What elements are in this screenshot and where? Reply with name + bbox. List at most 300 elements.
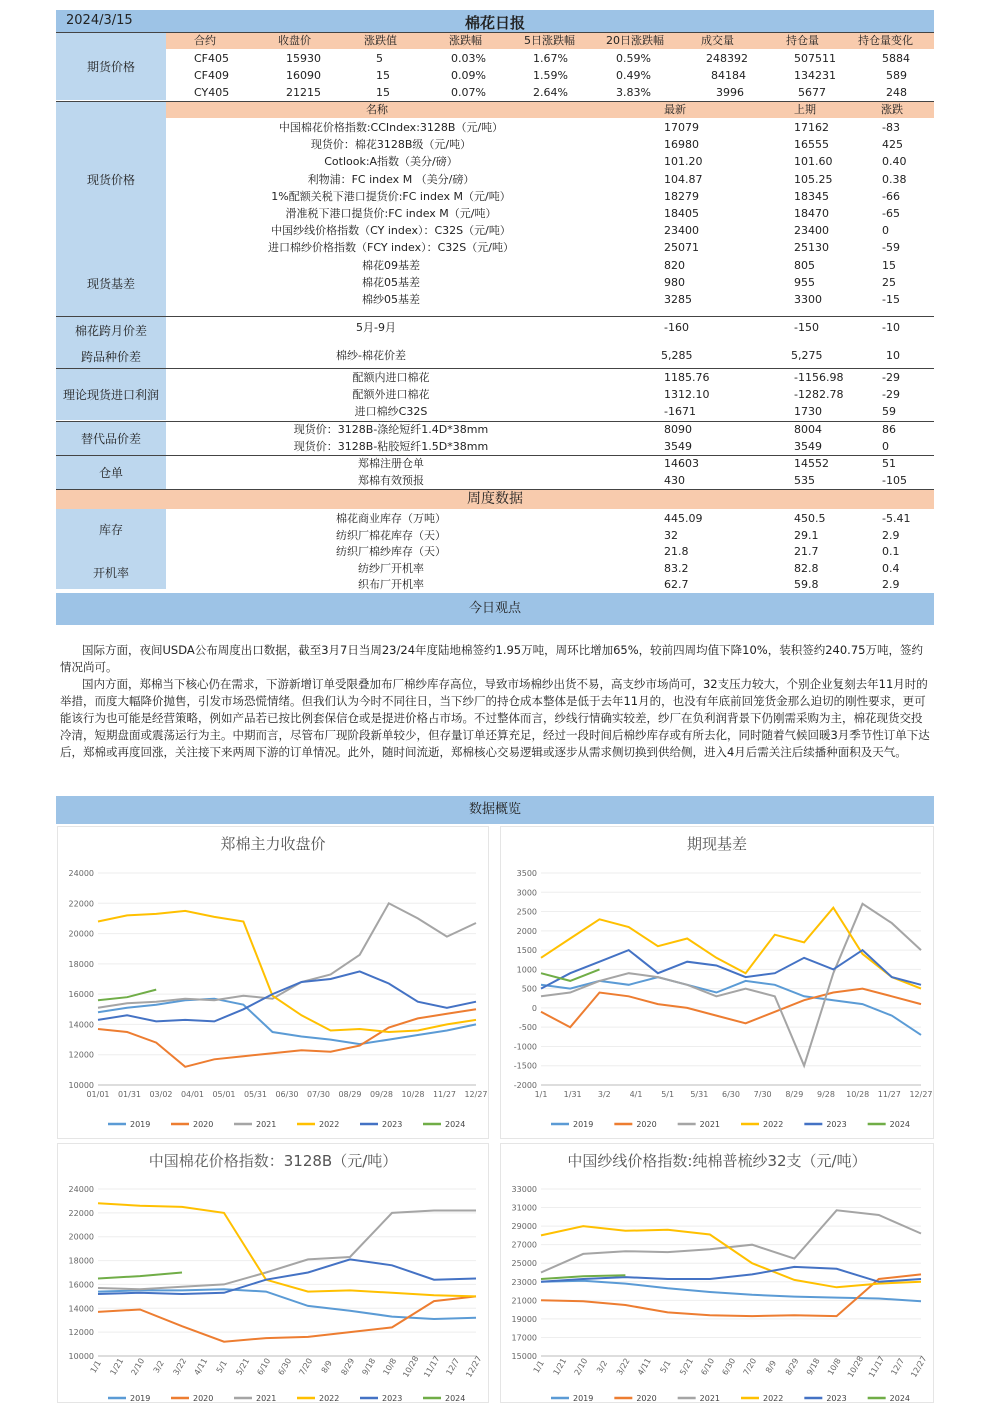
chart-svg bbox=[501, 1144, 933, 1402]
x-tick-label: 8/29 bbox=[339, 1356, 357, 1377]
x-tick-label: 2/10 bbox=[572, 1356, 590, 1377]
y-tick-label: 12000 bbox=[68, 1328, 94, 1338]
futures-col: 涨跌幅 bbox=[449, 34, 482, 47]
x-tick-label: 10/8 bbox=[381, 1356, 399, 1377]
spread-row bbox=[166, 347, 934, 364]
x-tick-label: 7/30 bbox=[753, 1090, 772, 1099]
section-divider bbox=[56, 421, 934, 422]
x-tick-label: 04/01 bbox=[180, 1090, 205, 1099]
futures-col: 涨跌值 bbox=[364, 34, 397, 47]
legend-label: 2019 bbox=[573, 1394, 594, 1402]
legend-label: 2021 bbox=[256, 1120, 277, 1129]
cell: -105 bbox=[882, 474, 907, 487]
stock-label: 库存 bbox=[98, 523, 123, 537]
col-name: 名称 bbox=[366, 103, 388, 116]
chart-title: 中国棉花价格指数：3128B（元/吨） bbox=[148, 1152, 398, 1170]
cell: 18405 bbox=[664, 207, 699, 220]
cell: 59.8 bbox=[794, 578, 819, 591]
legend-label: 2020 bbox=[636, 1120, 657, 1129]
cell: 32 bbox=[664, 528, 678, 542]
y-tick-label: 10000 bbox=[68, 1352, 94, 1361]
cell: 820 bbox=[664, 258, 685, 272]
x-tick-label: 01/31 bbox=[117, 1090, 142, 1099]
x-tick-label: 6/30 bbox=[276, 1356, 294, 1377]
spot-row bbox=[166, 291, 934, 308]
cell: 25130 bbox=[794, 241, 829, 255]
cell: 86 bbox=[882, 423, 896, 436]
legend-label: 2024 bbox=[445, 1120, 466, 1129]
section-divider bbox=[56, 316, 934, 317]
x-tick-label: 9/28 bbox=[817, 1090, 835, 1099]
y-tick-label: 17000 bbox=[511, 1333, 537, 1343]
y-tick-label: 18000 bbox=[68, 959, 94, 969]
cell: 15 bbox=[376, 86, 390, 99]
y-tick-label: -1000 bbox=[513, 1042, 537, 1052]
cell: 507511 bbox=[794, 52, 836, 65]
series-line-2021 bbox=[98, 1211, 476, 1290]
x-tick-label: 05/31 bbox=[243, 1090, 268, 1099]
series-line-2024 bbox=[541, 969, 600, 981]
weekly-label-cell bbox=[56, 509, 166, 589]
spot-row bbox=[166, 274, 934, 291]
cell: 3285 bbox=[664, 293, 692, 306]
y-tick-label: -2000 bbox=[513, 1081, 537, 1090]
cell: 805 bbox=[794, 258, 815, 272]
legend-label: 2024 bbox=[889, 1394, 911, 1402]
x-tick-label: 12/27 bbox=[909, 1090, 933, 1099]
import-label-cell bbox=[56, 368, 166, 420]
y-tick-label: 29000 bbox=[511, 1222, 537, 1232]
series-line-2019 bbox=[541, 977, 921, 1035]
legend-label: 2023 bbox=[826, 1120, 847, 1129]
cell: -1282.78 bbox=[794, 388, 844, 401]
cell: 2.9 bbox=[882, 578, 900, 591]
y-tick-label: 22000 bbox=[68, 899, 94, 909]
cell: 23400 bbox=[794, 224, 829, 238]
series-line-2021 bbox=[541, 904, 921, 1066]
weekly-row bbox=[166, 510, 934, 527]
spot-price-label: 现货价格 bbox=[86, 173, 135, 187]
futures-row bbox=[166, 67, 934, 84]
cell: -66 bbox=[882, 189, 900, 203]
x-tick-label: 9/18 bbox=[360, 1356, 378, 1377]
cell: -15 bbox=[882, 293, 900, 306]
y-tick-label: 24000 bbox=[68, 1185, 94, 1194]
warehouse-label: 仓单 bbox=[98, 466, 123, 480]
x-tick-label: 2/10 bbox=[129, 1356, 147, 1377]
y-tick-label: 24000 bbox=[68, 869, 94, 878]
spot-row bbox=[166, 136, 934, 153]
weekly-row bbox=[166, 527, 934, 544]
cell: -29 bbox=[882, 388, 900, 401]
cell: 21.8 bbox=[664, 545, 689, 558]
futures-row bbox=[166, 50, 934, 67]
x-tick-label: 1/21 bbox=[551, 1356, 569, 1377]
y-tick-label: 12000 bbox=[68, 1050, 94, 1060]
cell: 450.5 bbox=[794, 512, 826, 525]
cell-name: 滑准税下港口提货价:FC index M（元/吨） bbox=[285, 207, 497, 220]
y-tick-label: 18000 bbox=[68, 1256, 94, 1266]
cell: -10 bbox=[882, 321, 900, 334]
col-change: 涨跌 bbox=[881, 103, 903, 116]
cell: 0.1 bbox=[882, 545, 900, 558]
overview-title: 数据概览 bbox=[56, 796, 934, 824]
section-divider bbox=[56, 455, 934, 456]
cell-name: 棉花05基差 bbox=[362, 275, 420, 289]
futures-label-cell bbox=[56, 32, 166, 100]
y-tick-label: -1500 bbox=[513, 1061, 537, 1071]
cell: 14603 bbox=[664, 457, 699, 470]
cell: 0 bbox=[882, 440, 889, 453]
x-tick-label: 12/7 bbox=[444, 1356, 462, 1377]
spot-row bbox=[166, 188, 934, 205]
cell: 83.2 bbox=[664, 561, 689, 575]
y-tick-label: 2000 bbox=[516, 926, 537, 936]
x-tick-label: 05/01 bbox=[212, 1090, 236, 1099]
cell: 1312.10 bbox=[664, 388, 710, 401]
chart-svg bbox=[58, 1144, 488, 1402]
cell-name: 利物浦：FC index M （美分/磅） bbox=[307, 172, 475, 186]
substitute-label-cell bbox=[56, 421, 166, 455]
x-tick-label: 5/21 bbox=[678, 1356, 696, 1377]
cell: -65 bbox=[882, 207, 900, 220]
x-tick-label: 6/30 bbox=[722, 1090, 740, 1099]
cell: 1.67% bbox=[533, 52, 568, 65]
cell: 棉纱-棉花价差 bbox=[336, 349, 406, 362]
cell-name: 配额内进口棉花 bbox=[352, 371, 430, 384]
x-tick-label: 06/30 bbox=[275, 1090, 299, 1099]
legend-label: 2022 bbox=[319, 1394, 340, 1402]
cell: 14552 bbox=[794, 457, 829, 470]
y-tick-label: 3500 bbox=[516, 869, 537, 878]
cell-name: 进口棉纱价格指数（FCY index）：C32S（元/吨） bbox=[268, 241, 514, 255]
cell-name: 郑棉有效预报 bbox=[358, 474, 424, 487]
y-tick-label: 22000 bbox=[68, 1208, 94, 1218]
cell: 0.03% bbox=[451, 52, 486, 65]
cell: 25071 bbox=[664, 241, 699, 255]
cell: 59 bbox=[882, 405, 896, 418]
x-tick-label: 3/22 bbox=[171, 1356, 189, 1377]
cell: -59 bbox=[882, 241, 900, 255]
x-tick-label: 7/20 bbox=[297, 1356, 315, 1377]
chart-basis bbox=[500, 826, 934, 1139]
import-label: 理论现货进口利润 bbox=[62, 388, 159, 402]
chart-svg bbox=[501, 827, 933, 1138]
chart-title: 中国纱线价格指数:纯棉普梳纱32支（元/吨） bbox=[567, 1152, 867, 1170]
y-tick-label: 14000 bbox=[68, 1020, 94, 1030]
y-tick-label: 1500 bbox=[516, 946, 537, 956]
cell: 430 bbox=[664, 474, 685, 487]
col-prev: 上期 bbox=[794, 103, 816, 116]
spread-row bbox=[166, 319, 934, 336]
weekly-row bbox=[166, 560, 934, 577]
cell: 425 bbox=[882, 138, 903, 152]
y-tick-label: 21000 bbox=[511, 1296, 537, 1306]
y-tick-label: 1000 bbox=[516, 965, 537, 975]
import-row bbox=[166, 386, 934, 403]
x-tick-label: 1/31 bbox=[563, 1090, 582, 1099]
futures-header-row bbox=[166, 32, 934, 49]
y-tick-label: 33000 bbox=[511, 1185, 537, 1194]
legend-label: 2020 bbox=[193, 1394, 214, 1402]
x-tick-label: 01/01 bbox=[86, 1090, 110, 1099]
view-title: 今日观点 bbox=[56, 593, 934, 625]
series-line-2023 bbox=[541, 1267, 921, 1282]
legend-label: 2021 bbox=[256, 1394, 277, 1402]
x-tick-label: 5/31 bbox=[690, 1090, 709, 1099]
cell-name: 纺织厂棉花库存（天） bbox=[336, 528, 446, 542]
x-tick-label: 12/7 bbox=[889, 1356, 907, 1377]
x-tick-label: 11/17 bbox=[866, 1354, 887, 1379]
section-divider bbox=[56, 489, 934, 490]
weekly-title: 周度数据 bbox=[56, 489, 934, 509]
x-tick-label: 4/11 bbox=[192, 1356, 210, 1377]
cell: 23400 bbox=[664, 224, 699, 238]
cell: 51 bbox=[882, 457, 896, 470]
x-tick-label: 11/27 bbox=[877, 1090, 901, 1099]
cell: 134231 bbox=[794, 69, 836, 82]
x-tick-label: 11/27 bbox=[432, 1090, 457, 1099]
cell: 15 bbox=[882, 258, 896, 272]
cell: 15930 bbox=[286, 52, 321, 65]
y-tick-label: 23000 bbox=[511, 1277, 537, 1287]
cell: 0.59% bbox=[616, 52, 651, 65]
cell: 0.07% bbox=[451, 86, 486, 99]
cell: 5月-9月 bbox=[356, 321, 396, 334]
section-divider bbox=[56, 32, 934, 33]
cell-name: 配额外进口棉花 bbox=[352, 388, 430, 401]
cell-name: 中国纱线价格指数（CY index）：C32S（元/吨） bbox=[271, 224, 511, 238]
legend-label: 2023 bbox=[382, 1394, 403, 1402]
cell: 3549 bbox=[794, 440, 822, 453]
series-line-2024 bbox=[98, 1273, 182, 1279]
x-tick-label: 10/28 bbox=[401, 1090, 425, 1099]
x-tick-label: 9/18 bbox=[804, 1356, 822, 1377]
x-tick-label: 4/11 bbox=[636, 1356, 653, 1377]
x-tick-label: 08/29 bbox=[338, 1090, 362, 1099]
cell-name: 织布厂开机率 bbox=[358, 578, 424, 591]
chart-title: 期现基差 bbox=[686, 835, 747, 853]
cell: 2.64% bbox=[533, 86, 568, 99]
cell-name: 现货价：3128B-涤纶短纤1.4D*38mm bbox=[293, 423, 489, 436]
cell: 105.25 bbox=[794, 172, 833, 186]
cell-name: 现货价：棉花3128B级（元/吨） bbox=[310, 138, 472, 152]
cell: 980 bbox=[664, 275, 685, 289]
cell: 0 bbox=[882, 224, 889, 238]
report-title: 棉花日报 bbox=[464, 14, 525, 32]
y-tick-label: 27000 bbox=[511, 1240, 537, 1250]
cell: CF409 bbox=[194, 69, 230, 82]
cell: 21215 bbox=[286, 86, 321, 99]
series-line-2024 bbox=[98, 990, 156, 1001]
x-tick-label: 09/28 bbox=[369, 1090, 394, 1099]
cell: 1.59% bbox=[533, 69, 568, 82]
x-tick-label: 1/1 bbox=[534, 1090, 548, 1099]
cell-name: 中国棉花价格指数:CCIndex:3128B（元/吨） bbox=[278, 121, 504, 134]
cell: 589 bbox=[886, 69, 907, 82]
cell: 16090 bbox=[286, 69, 321, 82]
cell: 0.4 bbox=[882, 561, 900, 575]
cell: 2.9 bbox=[882, 528, 900, 542]
import-row bbox=[166, 369, 934, 386]
cell: -5.41 bbox=[882, 512, 911, 525]
spot-row bbox=[166, 205, 934, 222]
cell: 18345 bbox=[794, 189, 829, 203]
cell: 3549 bbox=[664, 440, 692, 453]
cell-name: 1%配额关税下港口提货价:FC index M（元/吨） bbox=[271, 189, 511, 203]
cell: 10 bbox=[886, 349, 900, 362]
legend-label: 2019 bbox=[573, 1120, 594, 1129]
cell: 445.09 bbox=[664, 512, 703, 525]
cell: 84184 bbox=[711, 69, 746, 82]
cell: 3996 bbox=[716, 86, 744, 99]
x-tick-label: 6/10 bbox=[699, 1356, 717, 1377]
y-tick-label: 16000 bbox=[68, 990, 94, 1000]
legend-label: 2021 bbox=[699, 1120, 721, 1129]
cell-name: Cotlook:A指数（美分/磅） bbox=[324, 155, 458, 169]
report-header bbox=[56, 10, 934, 32]
x-tick-label: 10/28 bbox=[846, 1090, 870, 1099]
spot-row bbox=[166, 257, 934, 274]
legend-label: 2021 bbox=[699, 1394, 721, 1402]
futures-col: 成交量 bbox=[701, 34, 734, 47]
chart-svg bbox=[58, 827, 488, 1138]
section-divider bbox=[56, 101, 934, 102]
x-tick-label: 7/20 bbox=[741, 1356, 759, 1377]
cell: -1156.98 bbox=[794, 371, 844, 384]
spot-row bbox=[166, 119, 934, 136]
series-line-2022 bbox=[98, 1203, 476, 1296]
cell: 3.83% bbox=[616, 86, 651, 99]
chart-cotton-index bbox=[57, 1143, 489, 1403]
cell: CY405 bbox=[194, 86, 230, 99]
weekly-row bbox=[166, 543, 934, 560]
x-tick-label: 3/22 bbox=[614, 1356, 632, 1377]
cell: 0.40 bbox=[882, 155, 907, 169]
cell: 82.8 bbox=[794, 561, 819, 575]
cell: 248392 bbox=[706, 52, 748, 65]
series-line-2021 bbox=[98, 903, 476, 1008]
cell: 101.60 bbox=[794, 155, 833, 169]
x-tick-label: 11/17 bbox=[422, 1354, 442, 1379]
cell: 18470 bbox=[794, 207, 829, 220]
x-tick-label: 1/21 bbox=[108, 1356, 126, 1377]
series-line-2022 bbox=[98, 911, 476, 1032]
cell-name: 纺织厂棉纱库存（天） bbox=[336, 545, 446, 558]
cell: 0.09% bbox=[451, 69, 486, 82]
x-tick-label: 12/27 bbox=[464, 1354, 484, 1379]
x-tick-label: 03/02 bbox=[149, 1090, 173, 1099]
y-tick-label: 16000 bbox=[68, 1280, 94, 1290]
cell: 0.38 bbox=[882, 172, 907, 186]
y-tick-label: 25000 bbox=[511, 1259, 537, 1269]
legend-label: 2020 bbox=[636, 1394, 657, 1402]
cell-name: 棉花09基差 bbox=[362, 258, 420, 272]
futures-label: 期货价格 bbox=[86, 60, 135, 74]
cell: 18279 bbox=[664, 189, 699, 203]
cell: -1671 bbox=[664, 405, 696, 418]
x-tick-label: 3/2 bbox=[595, 1358, 610, 1375]
substitute-row bbox=[166, 438, 934, 455]
spot-row bbox=[166, 239, 934, 256]
view-paragraph-2: 国内方面，郑棉当下核心仍在需求，下游新增订单受限叠加布厂棉纱库存高位，导致市场棉纱出货不易，高支纱市场尚可，32支压力较大，个别企业复刻去年11月时的举措，而度大幅降价抛售，引发市场恐慌情绪。但我们认为今时不同往日，当下纱厂的持仓成本整体是低于去年11月的，也没有年底前回笼货金那么迫切的刚性要求，更可能该行为也可能是经营策略，例如产品若已按比例套保信仓或是提进价格占市场。不过整体而言，纱线行情确实较差，纱厂在负利润背景下仍刚需采购为主，棉花现货交投冷清，短期盘面或震荡运行为主。中期而言，尽管布厂现阶段新单较少，但存量订单还算充足，经过一段时间后棉纱库存或有所去化，同时随着气候回暖3月季节性订单下达后，郑棉或再度回涨，关注接下来两周下游的订单情况。此外，随时间流逝，郑棉核心交易逻辑或逐步从需求侧切换到供给侧，进入4月后需关注后续播种面积及天气。 bbox=[60, 677, 930, 759]
spot-row bbox=[166, 153, 934, 170]
x-tick-label: 1/1 bbox=[531, 1358, 546, 1375]
cell: 21.7 bbox=[794, 545, 819, 558]
y-tick-label: 20000 bbox=[68, 929, 94, 939]
spot-header-row bbox=[166, 101, 934, 118]
futures-col: 收盘价 bbox=[278, 34, 311, 47]
x-tick-label: 5/21 bbox=[234, 1356, 252, 1377]
cell: 1185.76 bbox=[664, 371, 710, 384]
cell: 16555 bbox=[794, 138, 829, 152]
x-tick-label: 07/30 bbox=[306, 1090, 331, 1099]
substitute-label: 替代品价差 bbox=[80, 432, 141, 446]
legend-label: 2023 bbox=[382, 1120, 403, 1129]
futures-col: 持仓量变化 bbox=[858, 34, 913, 47]
y-tick-label: 15000 bbox=[511, 1352, 537, 1361]
x-tick-label: 1/1 bbox=[88, 1358, 103, 1375]
warehouse-row bbox=[166, 455, 934, 472]
cell: 29.1 bbox=[794, 528, 819, 542]
x-tick-label: 5/1 bbox=[661, 1090, 675, 1099]
section-divider bbox=[56, 368, 934, 369]
rate-label: 开机率 bbox=[92, 566, 129, 580]
spot-basis-label: 现货基差 bbox=[86, 277, 135, 291]
x-tick-label: 3/2 bbox=[151, 1358, 166, 1375]
futures-row bbox=[166, 84, 934, 101]
cell: 62.7 bbox=[664, 578, 689, 591]
cell-name: 现货价：3128B-粘胶短纤1.5D*38mm bbox=[293, 440, 489, 453]
cell: 248 bbox=[886, 86, 907, 99]
legend-label: 2019 bbox=[130, 1120, 151, 1129]
series-line-2020 bbox=[98, 1009, 476, 1067]
import-row bbox=[166, 403, 934, 420]
x-tick-label: 3/2 bbox=[597, 1090, 611, 1099]
cell: 8004 bbox=[794, 423, 822, 436]
cell: 8090 bbox=[664, 423, 692, 436]
x-tick-label: 6/10 bbox=[255, 1356, 273, 1377]
cell: 15 bbox=[376, 69, 390, 82]
legend-label: 2024 bbox=[445, 1394, 466, 1402]
futures-col: 持仓量 bbox=[786, 34, 819, 47]
cell-name: 棉纱05基差 bbox=[362, 293, 420, 306]
cell: CF405 bbox=[194, 52, 230, 65]
cell: -160 bbox=[664, 321, 689, 334]
cell: 16980 bbox=[664, 138, 699, 152]
legend-label: 2019 bbox=[130, 1394, 151, 1402]
legend-label: 2023 bbox=[826, 1394, 847, 1402]
cell: 5677 bbox=[798, 86, 826, 99]
x-tick-label: 12/27 bbox=[464, 1090, 488, 1099]
series-line-2022 bbox=[541, 908, 921, 989]
x-tick-label: 5/1 bbox=[214, 1358, 229, 1375]
cell-name: 郑棉注册仓单 bbox=[358, 457, 424, 470]
series-line-2023 bbox=[98, 971, 476, 1021]
x-tick-label: 8/9 bbox=[319, 1358, 334, 1375]
weekly-row bbox=[166, 576, 934, 593]
spread-label-cell bbox=[56, 316, 166, 368]
futures-col: 20日涨跌幅 bbox=[606, 34, 664, 47]
warehouse-row bbox=[166, 472, 934, 489]
cell: 0.49% bbox=[616, 69, 651, 82]
cell: -29 bbox=[882, 371, 900, 384]
chart-zce-close bbox=[57, 826, 489, 1139]
x-tick-label: 10/28 bbox=[845, 1354, 866, 1379]
futures-col: 5日涨跌幅 bbox=[524, 34, 575, 47]
x-tick-label: 10/28 bbox=[401, 1354, 421, 1379]
cell: -83 bbox=[882, 121, 900, 134]
